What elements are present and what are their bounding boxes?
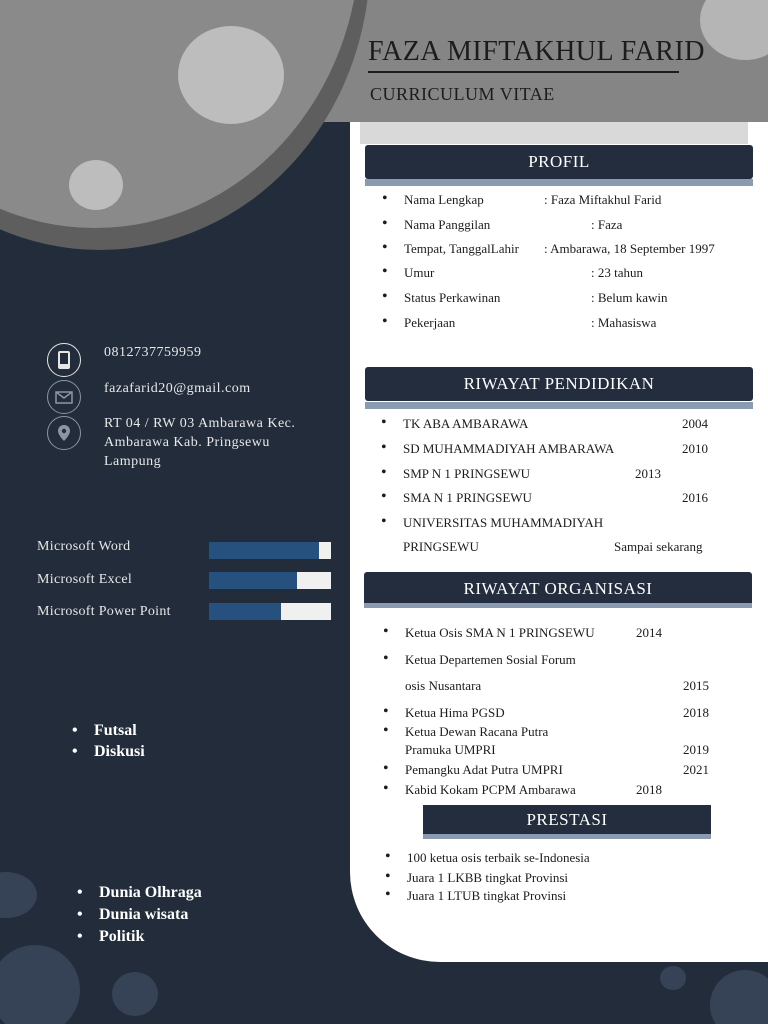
profil-value: : Ambarawa, 18 September 1997 — [544, 241, 715, 256]
skill-bar — [209, 542, 331, 559]
section-header-profil: PROFIL — [365, 145, 753, 179]
organization-item: • Pemangku Adat Putra UMPRI — [405, 762, 563, 778]
section-header-bar — [423, 834, 711, 839]
page-title: FAZA MIFTAKHUL FARID — [368, 36, 706, 67]
achievement-item: • Juara 1 LTUB tingkat Provinsi — [407, 888, 566, 904]
hobby-item: • Diskusi — [94, 743, 145, 761]
section-header-pendidikan: RIWAYAT PENDIDIKAN — [365, 367, 753, 401]
education-year: 2013 — [635, 466, 661, 481]
interest-item: • Dunia wisata — [99, 906, 188, 924]
education-school: • TK ABA AMBARAWA — [403, 416, 528, 432]
organization-year: 2021 — [683, 762, 709, 777]
skill-label: Microsoft Power Point — [37, 604, 171, 619]
profil-value: : Mahasiswa — [591, 315, 657, 330]
skill-bar-fill — [209, 542, 319, 559]
profil-label: • Nama Panggilan — [404, 217, 490, 233]
education-school: • SMP N 1 PRINGSEWU — [403, 466, 530, 482]
decorative-circle — [69, 160, 123, 210]
profil-label: • Tempat, TanggalLahir — [404, 241, 519, 257]
content-panel-edge — [740, 122, 768, 962]
organization-year: 2019 — [683, 742, 709, 757]
decorative-circle — [0, 872, 37, 918]
organization-item-continued: Pramuka UMPRI — [405, 742, 496, 757]
section-header-bar — [365, 179, 753, 186]
contact-phone: 0812737759959 — [104, 345, 202, 360]
organization-item: • Ketua Dewan Racana Putra — [405, 724, 548, 740]
organization-item: • Ketua Osis SMA N 1 PRINGSEWU — [405, 625, 595, 641]
hobby-item: • Futsal — [94, 722, 137, 740]
skill-label: Microsoft Excel — [37, 572, 133, 587]
section-header-bar — [364, 603, 752, 608]
skill-bar-fill — [209, 572, 297, 589]
title-underline — [368, 71, 679, 73]
organization-item-continued: osis Nusantara — [405, 678, 482, 693]
section-header-organisasi: RIWAYAT ORGANISASI — [364, 572, 752, 606]
education-year: Sampai sekarang — [614, 539, 703, 554]
achievement-item: • Juara 1 LKBB tingkat Provinsi — [407, 870, 568, 886]
profil-label: • Umur — [404, 265, 434, 281]
education-year: 2010 — [682, 441, 708, 456]
organization-year: 2018 — [683, 705, 709, 720]
profil-label: • Status Perkawinan — [404, 290, 500, 306]
contact-address-line: Lampung — [104, 454, 162, 469]
section-header-prestasi: PRESTASI — [423, 805, 711, 835]
contact-address-line: RT 04 / RW 03 Ambarawa Kec. — [104, 416, 296, 431]
profil-value: : Faza Miftakhul Farid — [544, 192, 662, 207]
organization-year: 2014 — [636, 625, 662, 640]
interest-item: • Politik — [99, 928, 144, 946]
mail-icon — [47, 380, 81, 414]
profil-value: : Faza — [591, 217, 623, 232]
contact-address-line: Ambarawa Kab. Pringsewu — [104, 435, 270, 450]
organization-year: 2015 — [683, 678, 709, 693]
education-school-continued: PRINGSEWU — [403, 539, 479, 554]
organization-item: • Ketua Departemen Sosial Forum — [405, 652, 576, 668]
header-strip — [360, 122, 748, 144]
organization-item: • Kabid Kokam PCPM Ambarawa — [405, 782, 576, 798]
decorative-circle — [178, 26, 284, 124]
phone-icon — [47, 343, 81, 377]
education-school: • SMA N 1 PRINGSEWU — [403, 490, 532, 506]
skill-label: Microsoft Word — [37, 539, 131, 554]
profil-label: • Pekerjaan — [404, 315, 455, 331]
skill-bar-fill — [209, 603, 281, 620]
contact-email: fazafarid20@gmail.com — [104, 381, 251, 396]
location-icon — [47, 416, 81, 450]
organization-year: 2018 — [636, 782, 662, 797]
profil-value: : Belum kawin — [591, 290, 668, 305]
organization-item: • Ketua Hima PGSD — [405, 705, 505, 721]
education-year: 2016 — [682, 490, 708, 505]
profil-label: • Nama Lengkap — [404, 192, 484, 208]
decorative-circle — [112, 972, 158, 1016]
education-school: • UNIVERSITAS MUHAMMADIYAH — [403, 515, 603, 531]
skill-bar — [209, 603, 331, 620]
achievement-item: • 100 ketua osis terbaik se-Indonesia — [407, 850, 590, 866]
education-year: 2004 — [682, 416, 708, 431]
skill-bar — [209, 572, 331, 589]
page-subtitle: CURRICULUM VITAE — [370, 84, 555, 104]
decorative-circle — [660, 966, 686, 990]
profil-value: : 23 tahun — [591, 265, 643, 280]
education-school: • SD MUHAMMADIYAH AMBARAWA — [403, 441, 614, 457]
decorative-circle — [0, 945, 80, 1024]
section-header-bar — [365, 402, 753, 409]
interest-item: • Dunia Olhraga — [99, 884, 202, 902]
decorative-circle — [710, 970, 768, 1024]
